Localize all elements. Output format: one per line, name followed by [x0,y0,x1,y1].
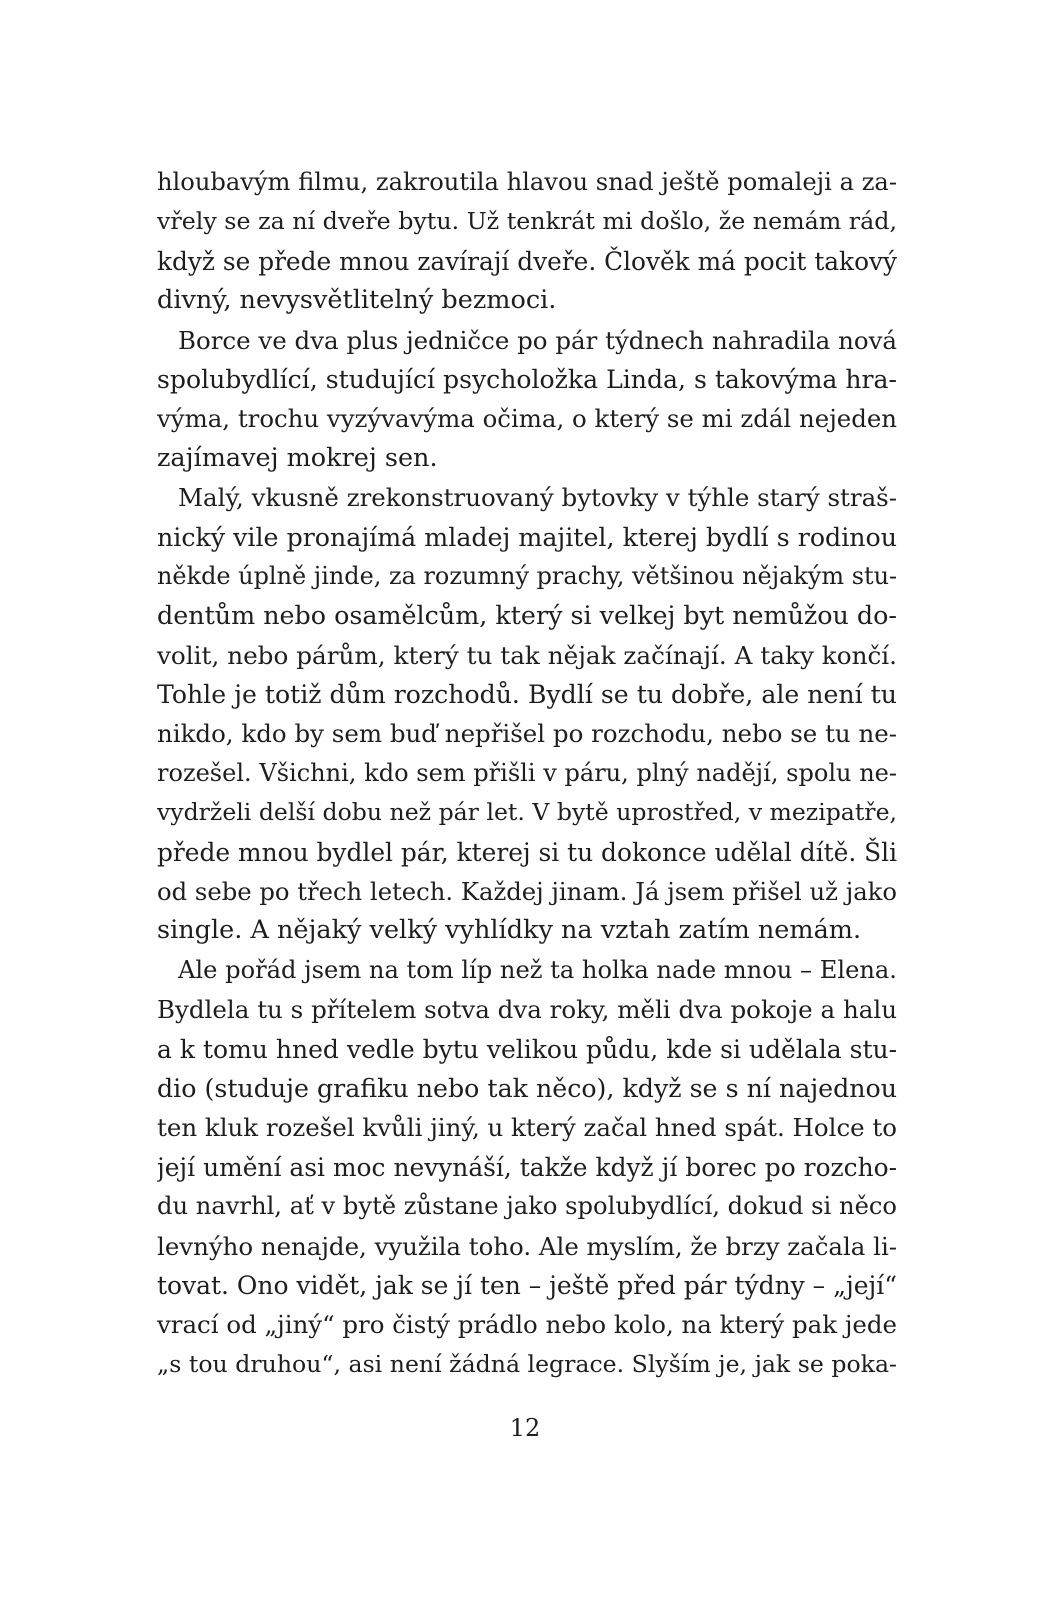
text-line: přede mnou bydlel pár, kterej si tu dokonce udělal dítě. Šli [157,837,897,867]
text-line: Tohle je totiž dům rozchodů. Bydlí se tu dobře, ale není tu [157,680,897,710]
text-line: vřely se za ní dveře bytu. Už tenkrát mi došlo, že nemám rád, [157,207,897,236]
text-line: někde úplně jinde, za rozumný prachy, většinou nějakým stu- [157,561,897,590]
text-line: divný, nevysvětlitelný bezmoci. [157,285,557,316]
text-line: dentům nebo osamělcům, který si velkej byt nemůžou do- [157,600,897,631]
paragraph [157,321,897,479]
text-line: single. A nějaký velký vyhlídky na vztah zatím nemám. [157,915,862,946]
text-line: levnýho nenajde, využila toho. Ale myslím, že brzy začala li- [157,1231,897,1261]
text-line: její umění asi moc nevynáší, takže když jí borec po rozcho- [157,1152,897,1182]
text-line: „s tou druhou“, asi není žádná legrace. Slyším je, jak se poka- [157,1349,897,1378]
page-number: 12 [509,1414,541,1442]
paragraph [157,951,897,1384]
text-line: výma, trochu vyzývavýma očima, o který se mi zdál nejeden [157,404,897,434]
text-line: když se přede mnou zavírají dveře. Člověk má pocit takový [157,246,897,276]
text-line: nikdo, kdo by sem buď nepřišel po rozchodu, nebo se tu ne- [157,719,897,749]
text-line: volit, nebo párům, který tu tak nějak začínají. A taky končí. [157,640,897,670]
text-line: vydrželi delší dobu než pár let. V bytě uprostřed, v mezipatře, [157,798,897,827]
text-line: du navrhl, ať v bytě zůstane jako spolubydlící, dokud si něco [157,1192,897,1221]
text-line: Bydlela tu s přítelem sotva dva roky, měli dva pokoje a halu [157,995,897,1025]
text-line: a k tomu hned vedle bytu velikou půdu, kde si udělala stu- [157,1034,897,1064]
text-line: Borce ve dva plus jedničce po pár týdnech nahradila nová [178,325,897,355]
text-line: rozešel. Všichni, kdo sem přišli v páru, plný nadějí, spolu ne- [157,758,897,787]
paragraph [157,163,897,321]
text-line: od sebe po třech letech. Každej jinam. Já jsem přišel už jako [157,877,897,907]
text-line: Ale pořád jsem na tom líp než ta holka nade mnou – Elena. [178,955,897,984]
body-text [157,163,897,1384]
paragraph [157,478,897,951]
text-line: spolubydlící, studující psycholožka Linda, s takovýma hra- [157,364,897,394]
text-line: vrací od „jiný“ pro čistý prádlo nebo kolo, na který pak jede [157,1310,897,1340]
text-line: tovat. Ono vidět, jak se jí ten – ještě před pár týdny – „její“ [157,1270,897,1300]
text-line: Malý, vkusně zrekonstruovaný bytovky v týhle starý straš- [178,483,897,513]
text-line: zajímavej mokrej sen. [157,442,438,473]
text-line: hloubavým filmu, zakroutila hlavou snad ještě pomaleji a za- [157,168,897,196]
text-line: ten kluk rozešel kvůli jiný, u který začal hned spát. Holce to [157,1113,897,1143]
text-line: dio (studuje grafiku nebo tak něco), když se s ní najednou [157,1073,897,1103]
text-line: nický vile pronajímá mladej majitel, kterej bydlí s rodinou [157,522,897,552]
